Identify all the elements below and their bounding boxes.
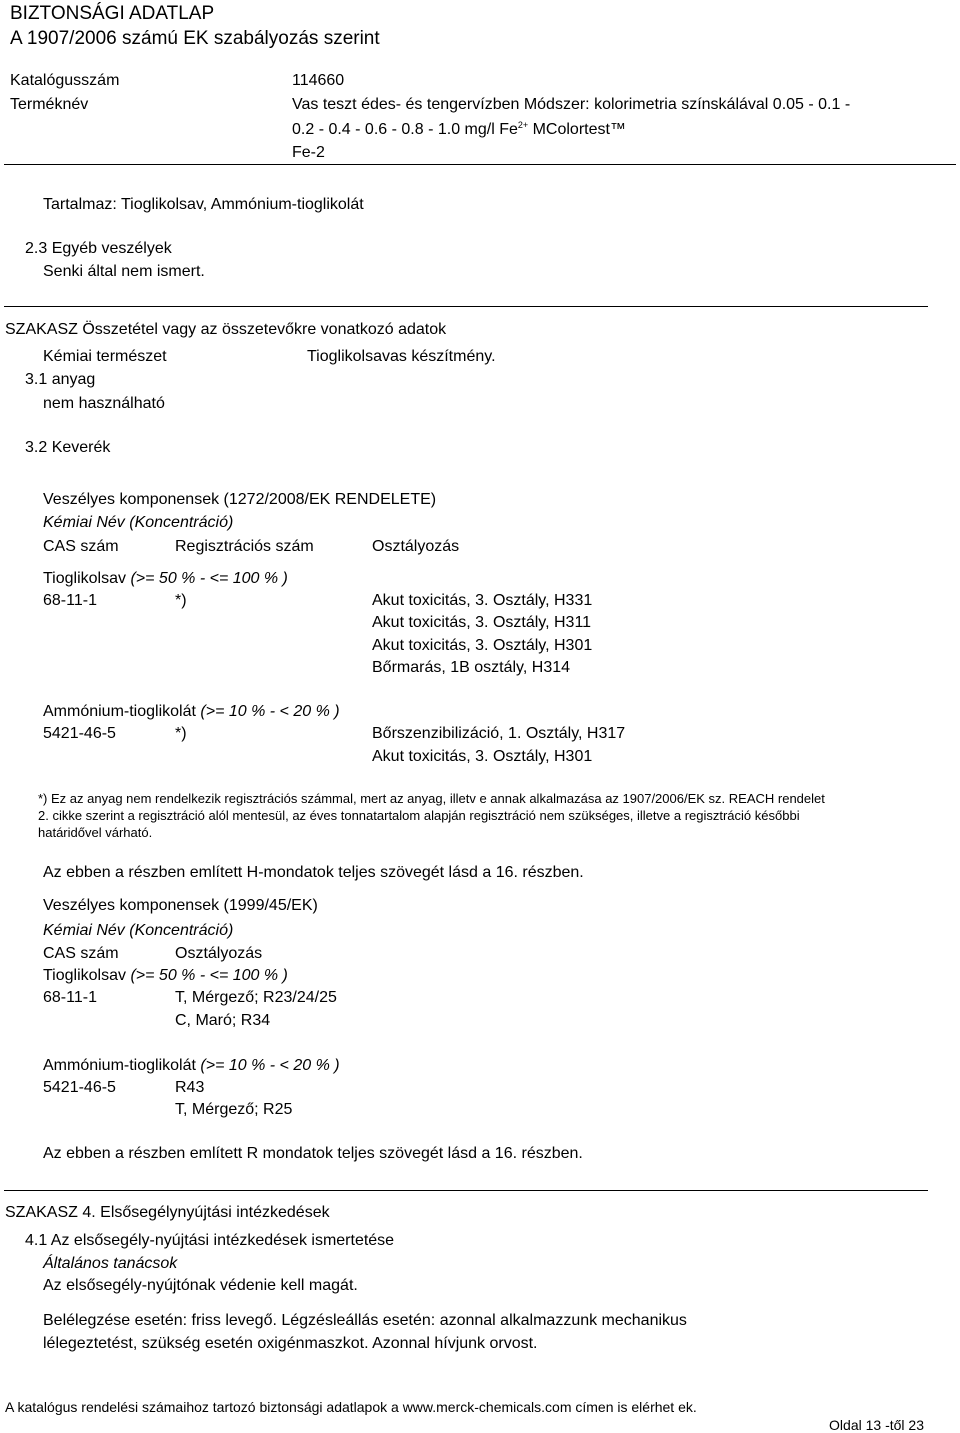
clp-cas-number: 68-11-1 xyxy=(43,592,97,609)
clp-registration-number: *) xyxy=(175,592,187,609)
dsd-subheading: Kémiai Név (Koncentráció) xyxy=(43,922,234,939)
section-3-1-heading: 3.1 anyag xyxy=(25,371,96,388)
dsd-classification: R43 xyxy=(175,1079,205,1096)
product-label: Terméknév xyxy=(10,96,89,113)
clp-classification: Bőrmarás, 1B osztály, H314 xyxy=(372,659,571,676)
clp-col-classification: Osztályozás xyxy=(372,538,460,555)
footnote-line: 2. cikke szerint a regisztráció alól mentesül, az éves tonnatartalom alapján regisztráció nem szükséges, illetve a regisztráció későbbi xyxy=(38,808,800,823)
inhalation-text: lélegeztetést, szükség esetén oxigénmaszkot. Azonnal hívjunk orvost. xyxy=(43,1335,538,1352)
section-4-heading: SZAKASZ 4. Elsősegélynyújtási intézkedések xyxy=(5,1204,330,1221)
regulation-subtitle: A 1907/2006 számú EK szabályozás szerint xyxy=(10,28,380,49)
dsd-col-cas: CAS szám xyxy=(43,945,119,962)
clp-component-name: Ammónium-tioglikolát (>= 10 % - < 20 % ) xyxy=(43,703,340,720)
contents-line: Tartalmaz: Tioglikolsav, Ammónium-tioglikolát xyxy=(43,196,364,213)
footnote-line: határidővel várható. xyxy=(38,825,153,840)
section-2-3-text: Senki által nem ismert. xyxy=(43,263,205,280)
dsd-classification: T, Mérgező; R25 xyxy=(175,1101,293,1118)
clp-component-name: Tioglikolsav (>= 50 % - <= 100 % ) xyxy=(43,570,288,587)
general-advice-label: Általános tanácsok xyxy=(43,1255,178,1272)
product-name-line2: 0.2 - 0.4 - 0.6 - 0.8 - 1.0 mg/l $Fe^{2+}$ MColortest™ xyxy=(292,120,626,138)
dsd-heading: Veszélyes komponensek (1999/45/EK) xyxy=(43,897,318,914)
clp-col-registration: Regisztrációs szám xyxy=(175,538,314,555)
h-statements-note: Az ebben a részben említett H-mondatok teljes szövegét lásd a 16. részben. xyxy=(43,864,584,881)
product-name-line3: Fe-2 xyxy=(292,144,325,161)
chemical-nature-label: Kémiai természet xyxy=(43,348,167,365)
clp-classification: Akut toxicitás, 3. Osztály, H311 xyxy=(372,614,592,631)
dsd-cas-number: 68-11-1 xyxy=(43,989,97,1006)
header-divider xyxy=(4,164,956,165)
r-statements-note: Az ebben a részben említett R mondatok teljes szövegét lásd a 16. részben. xyxy=(43,1145,583,1162)
document-title: BIZTONSÁGI ADATLAP xyxy=(10,3,215,24)
clp-subheading: Kémiai Név (Koncentráció) xyxy=(43,514,234,531)
dsd-classification: T, Mérgező; R23/24/25 xyxy=(175,989,337,1006)
general-advice-text: Az elsősegély-nyújtónak védenie kell magát. xyxy=(43,1277,358,1294)
clp-cas-number: 5421-46-5 xyxy=(43,725,116,742)
section-2-3-heading: 2.3 Egyéb veszélyek xyxy=(25,240,172,257)
chemical-nature-value: Tioglikolsavas készítmény. xyxy=(307,348,496,365)
page-number: Oldal 13 -től 23 xyxy=(829,1417,924,1433)
product-name-line1: Vas teszt édes- és tengervízben Módszer: kolorimetria színskálával 0.05 - 0.1 - xyxy=(292,96,851,113)
section-divider xyxy=(4,306,928,307)
catalog-value: 114660 xyxy=(292,72,345,89)
dsd-cas-number: 5421-46-5 xyxy=(43,1079,116,1096)
clp-classification: Bőrszenzibilizáció, 1. Osztály, H317 xyxy=(372,725,626,742)
section-4-1-heading: 4.1 Az elsősegély-nyújtási intézkedések ismertetése xyxy=(25,1232,395,1249)
clp-classification: Akut toxicitás, 3. Osztály, H301 xyxy=(372,637,593,654)
section-3-1-text: nem használható xyxy=(43,395,165,412)
dsd-component-name: Tioglikolsav (>= 50 % - <= 100 % ) xyxy=(43,967,288,984)
dsd-classification: C, Maró; R34 xyxy=(175,1012,271,1029)
section-3-2-heading: 3.2 Keverék xyxy=(25,439,111,456)
section-divider xyxy=(4,1190,928,1191)
clp-classification: Akut toxicitás, 3. Osztály, H301 xyxy=(372,748,593,765)
section-3-heading: SZAKASZ Összetétel vagy az összetevőkre vonatkozó adatok xyxy=(5,321,447,338)
clp-heading: Veszélyes komponensek (1272/2008/EK RENDELETE) xyxy=(43,491,437,508)
clp-classification: Akut toxicitás, 3. Osztály, H331 xyxy=(372,592,593,609)
clp-col-cas: CAS szám xyxy=(43,538,119,555)
footer-note: A katalógus rendelési számaihoz tartozó biztonsági adatlapok a www.merck-chemicals.com címen is elérhet ek. xyxy=(5,1399,697,1415)
clp-registration-number: *) xyxy=(175,725,187,742)
dsd-component-name: Ammónium-tioglikolát (>= 10 % - < 20 % ) xyxy=(43,1057,340,1074)
inhalation-text: Belélegzése esetén: friss levegő. Légzésleállás esetén: azonnal alkalmazzunk mechanikus xyxy=(43,1312,687,1329)
footnote-line: *) Ez az anyag nem rendelkezik regisztrációs számmal, mert az anyag, illetv e annak alkalmazása az 1907/2006/EK sz. REACH rendelet xyxy=(38,791,825,806)
catalog-label: Katalógusszám xyxy=(10,72,120,89)
dsd-col-classification: Osztályozás xyxy=(175,945,263,962)
